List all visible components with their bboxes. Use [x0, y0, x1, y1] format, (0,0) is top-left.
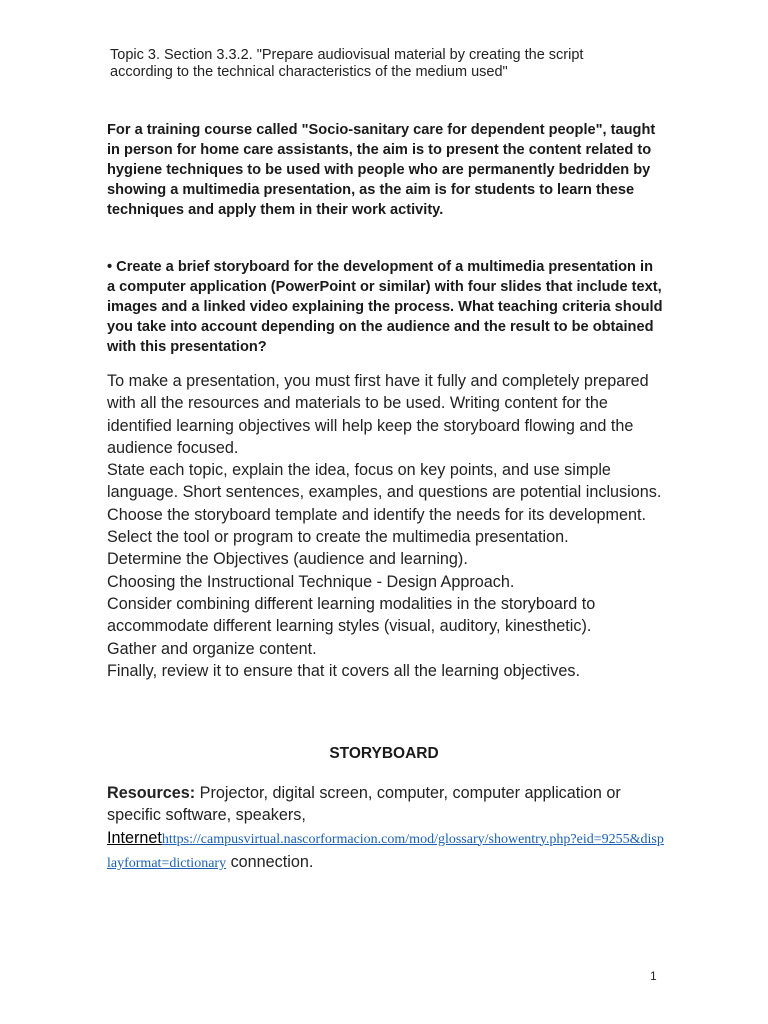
glossary-link[interactable]: https://campusvirtual.nascorformacion.com/mod/glossary/showentry.php?eid=9255&displayformat=dictionary	[107, 831, 664, 871]
answer-line: Choose the storyboard template and identify the needs for its development.	[107, 505, 647, 524]
internet-word: Internet	[107, 828, 162, 847]
resources-label: Resources:	[107, 784, 196, 802]
assignment-task-paragraph: • Create a brief storyboard for the development of a multimedia presentation in a computer application (PowerPoint or similar) with four slides that include text, images and a linked video explaining the process. What teaching criteria should you take into account depending on the audience and the result to be obtained with this presentation?	[107, 259, 663, 355]
header-line-2: according to the technical characteristics of the medium used"	[110, 64, 508, 80]
document-header	[110, 47, 670, 81]
assignment-context-paragraph: For a training course called "Socio-sanitary care for dependent people", taught in person for home care assistants, the aim is to present the content related to hygiene techniques to be used with people who are permanently bedridden by showing a multimedia presentation, as the aim is for students to learn these techniques and apply them in their work activity.	[107, 122, 656, 218]
answer-line: Consider combining different learning modalities in the storyboard to accommodate different learning styles (visual, auditory, kinesthetic).	[107, 594, 596, 636]
answer-line: To make a presentation, you must first have it fully and completely prepared with all the resources and materials to be used. Writing content for the identified learning objectives will help keep the storyboard flowing and the audience focused.	[107, 372, 649, 457]
answer-line: Finally, review it to ensure that it covers all the learning objectives.	[107, 661, 580, 680]
resources-trailing-text: connection.	[226, 852, 314, 871]
page-number: 1	[650, 969, 657, 983]
answer-line: Select the tool or program to create the multimedia presentation.	[107, 528, 569, 547]
answer-line: Determine the Objectives (audience and learning).	[107, 550, 468, 569]
header-line-1: Topic 3. Section 3.3.2. "Prepare audiovisual material by creating the script	[110, 47, 584, 63]
answer-body	[107, 370, 667, 682]
resources-text: Projector, digital screen, computer, computer application or specific software, speakers,	[107, 784, 621, 825]
answer-line: State each topic, explain the idea, focus on key points, and use simple language. Short sentences, examples, and questions are potential inclusions.	[107, 461, 662, 502]
resources-paragraph	[107, 782, 667, 875]
answer-line: Choosing the Instructional Technique - Design Approach.	[107, 572, 515, 591]
answer-line: Gather and organize content.	[107, 639, 317, 658]
storyboard-heading: STORYBOARD	[329, 745, 439, 762]
